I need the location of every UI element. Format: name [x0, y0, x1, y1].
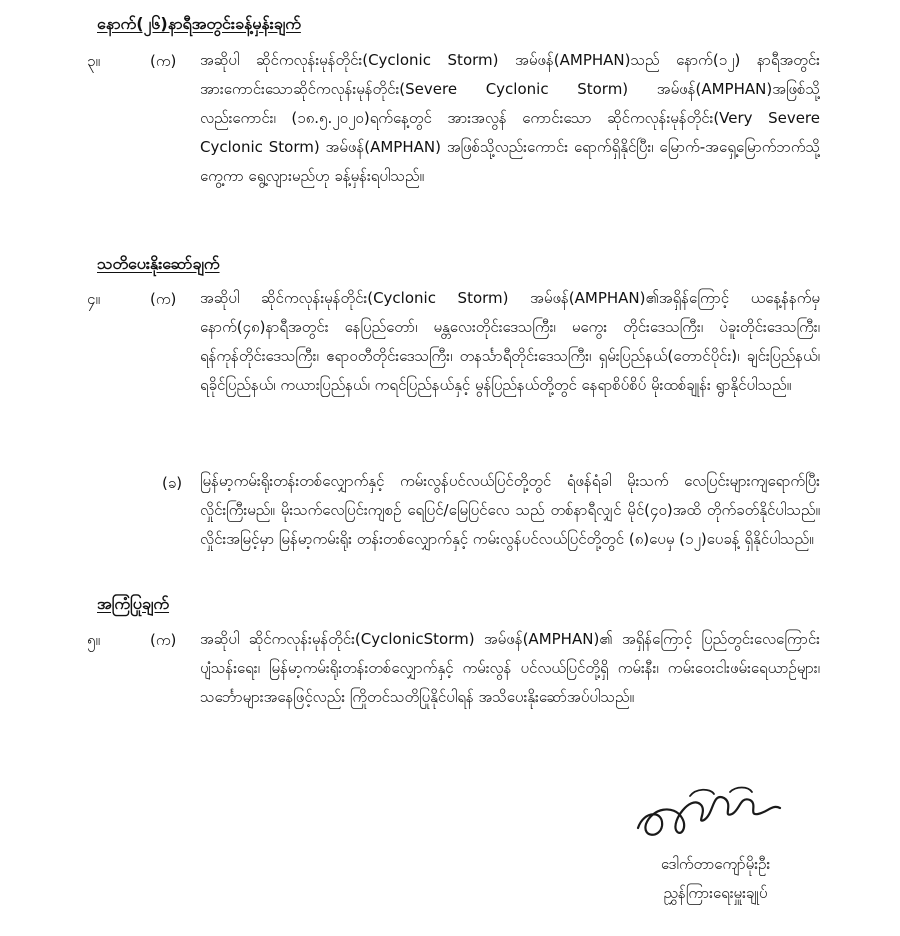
section-heading-warning: သတိပေးနိုးဆော်ချက်: [97, 254, 220, 273]
paragraph-number: ၅။: [87, 631, 100, 649]
sub-item-label: (က): [150, 52, 177, 70]
handwritten-signature-icon: [630, 784, 790, 848]
paragraph-number: ၃။: [87, 52, 100, 70]
sub-item-label: (က): [150, 631, 177, 649]
section-heading-forecast: နောက်(၂၆)နာရီအတွင်းခန့်မှန်းချက်: [97, 14, 301, 33]
paragraph-text: အဆိုပါ ဆိုင်ကလုန်းမုန်တိုင်း(Cyclonic Storm) အမ်ဖန်(AMPHAN)၏အရှိန်ကြောင့် ယနေ့နံနက်မှ နောက်(၄၈)နာရီအတွင်း နေပြည်တော်၊ မန္တလေးတိုင်းဒေသကြီး၊ မကွေး တိုင်းဒေသကြီး၊ ပဲခူးတိုင်းဒေသကြီး၊ ရန်ကုန်တိုင်းဒေသကြီး၊ ဧရာဝတီတိုင်းဒေသကြီး၊ တနင်္သာရီတိုင်းဒေသကြီး၊ ရှမ်းပြည်နယ်(တောင်ပိုင်း)၊ ချင်းပြည်နယ်၊ ရခိုင်ပြည်နယ်၊ ကယားပြည်နယ်၊ ကရင်ပြည်နယ်နှင့် မွန်ပြည်နယ်တို့တွင် နေရာစိပ်စိပ် မိုးထစ်ချုန်း ရွာနိုင်ပါသည်။: [200, 289, 820, 394]
signatory-title: ညွှန်ကြားရေးမှူးချုပ်: [663, 884, 768, 902]
sub-item-label: (က): [150, 290, 177, 308]
section-heading-advice: အကြံပြုချက်: [97, 594, 170, 613]
paragraph-number: ၄။: [87, 290, 100, 308]
sub-item-label: (ခ): [162, 474, 183, 492]
paragraph-text: အဆိုပါ ဆိုင်ကလုန်းမုန်တိုင်း(CyclonicStorm) အမ်ဖန်(AMPHAN)၏ အရှိန်ကြောင့် ပြည်တွင်းလေကြောင်း ပျံသန်းရေး၊ မြန်မာ့ကမ်းရိုးတန်းတစ်လျှောက်နှင့် ကမ်းလွန် ပင်လယ်ပြင်တို့ရှိ ကမ်းနီး၊ ကမ်းဝေးငါးဖမ်းရေယာဉ်များ၊ သင်္ဘောများအနေဖြင့်လည်း ကြိုတင်သတိပြုနိုင်ပါရန် အသိပေးနိုးဆော်အပ်ပါသည်။: [200, 630, 820, 706]
paragraph-text: မြန်မာ့ကမ်းရိုးတန်းတစ်လျှောက်နှင့် ကမ်းလွန်ပင်လယ်ပြင်တို့တွင် ရံဖန်ရံခါ မိုးသက် လေပြင်းများကျရောက်ပြီး လှိုင်းကြီးမည်။ မိုးသက်လေပြင်းကျစဉ် ရေပြင်/မြေပြင်လေ သည် တစ်နာရီလျှင် မိုင်(၄၀)အထိ တိုက်ခတ်နိုင်ပါသည်။ လှိုင်းအမြင့်မှာ မြန်မာ့ကမ်းရိုး တန်းတစ်လျှောက်နှင့် ကမ်းလွန်ပင်လယ်ပြင်တို့တွင် (၈)ပေမှ (၁၂)ပေခန့် ရှိနိုင်ပါသည်။: [200, 472, 820, 548]
signatory-name: ဒေါက်တာကျော်မိုးဦး: [660, 855, 771, 873]
paragraph-text: အဆိုပါ ဆိုင်ကလုန်းမုန်တိုင်း(Cyclonic Storm) အမ်ဖန်(AMPHAN)သည် နောက်(၁၂) နာရီအတွင်း အားကောင်းသောဆိုင်ကလုန်းမုန်တိုင်း(Severe Cyclonic Storm) အမ်ဖန်(AMPHAN)အဖြစ်သို့လည်းကောင်း၊ (၁၈.၅.၂၀၂၀)ရက်နေ့တွင် အားအလွန် ကောင်းသော ဆိုင်ကလုန်းမုန်တိုင်း(Very Severe Cyclonic Storm) အမ်ဖန်(AMPHAN) အဖြစ်သို့လည်းကောင်း ရောက်ရှိနိုင်ပြီး၊ မြောက်-အရှေ့မြောက်ဘက်သို့ကွေ့ကာ ရွေ့လျားမည်ဟု ခန့်မှန်းရပါသည်။: [200, 51, 820, 185]
